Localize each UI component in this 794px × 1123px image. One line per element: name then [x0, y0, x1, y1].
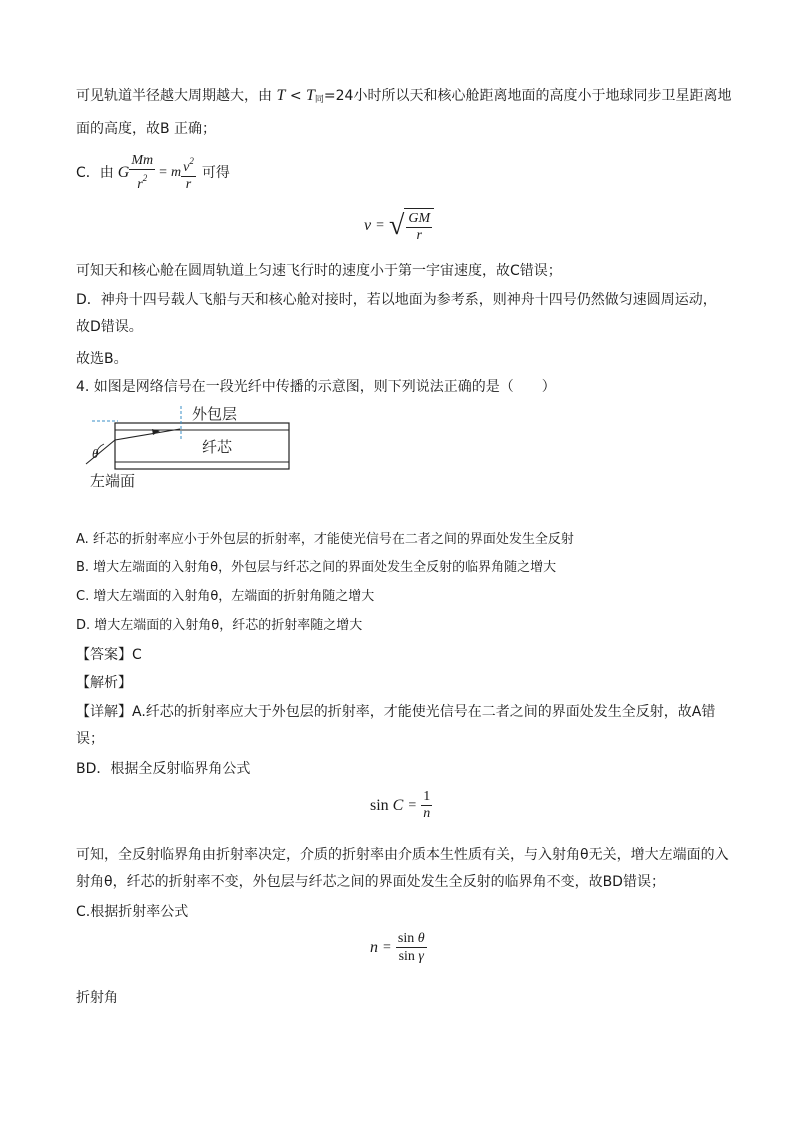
text-line: 故选B。: [76, 351, 128, 367]
math-display: sin C = $\frac{1}{n}$: [370, 789, 431, 821]
text-line: D．神舟十四号载人飞船与天和核心舱对接时，若以地面为参考系，则神舟十四号仍然做匀速圆周运动，: [76, 292, 717, 308]
option-b: B. 增大左端面的入射角θ，外包层与纤芯之间的界面处发生全反射的临界角随之增大: [76, 560, 557, 575]
text-line: 可知天和核心舱在圆周轨道上匀速飞行时的速度小于第一宇宙速度，故C错误；: [76, 263, 562, 279]
answer-label: 【答案】C: [76, 647, 142, 663]
math-inline: $T_同$: [306, 87, 324, 104]
core-label: 纤芯: [202, 438, 233, 456]
text-line: BD．根据全反射临界角公式: [76, 761, 251, 777]
math-inline: m: [171, 165, 182, 180]
option-d: D. 增大左端面的入射角θ，纤芯的折射率随之增大: [76, 618, 363, 633]
text-segment: C．由: [76, 165, 114, 181]
detail-line: 【详解】A.纤芯的折射率应大于外包层的折射率，才能使光信号在二者之间的界面处发生全反射，故A错: [76, 704, 716, 720]
math-inline: T: [276, 87, 286, 104]
math-display: n = $\frac{\text{sin θ}}{\text{sin γ}}$: [370, 931, 425, 964]
theta-label: θ: [92, 446, 99, 461]
analysis-label: 【解析】: [76, 675, 132, 691]
text-line: 故D错误。: [76, 319, 143, 335]
left-face-label: 左端面: [90, 472, 136, 490]
math-fraction: $\frac{Mm}{r^2}$: [131, 153, 154, 192]
text-segment: 可见轨道半径越大周期越大，由: [76, 88, 272, 104]
fiber-diagram: [80, 400, 300, 492]
math-inline: <: [289, 88, 306, 104]
text-segment: 可得: [201, 165, 230, 181]
text-line: 面的高度，故B 正确；: [76, 121, 217, 137]
text-segment: =24小时所以天和核心舱距离地面的高度小于地球同步卫星距离地: [323, 88, 732, 104]
math-fraction: $\frac{v^2}{r}$: [181, 153, 196, 193]
text-line: [76, 86, 731, 109]
math-inline: G: [117, 164, 130, 181]
text-line: 折射角: [76, 990, 118, 1006]
option-a: A. 纤芯的折射率应小于外包层的折射率，才能使光信号在二者之间的界面处发生全反射: [76, 532, 574, 547]
math-display: v = √ $\frac{GM}{r}$: [364, 208, 434, 244]
math-inline: =: [159, 165, 168, 180]
text-line: 可知，全反射临界角由折射率决定，介质的折射率由介质本生性质有关，与入射角θ无关，增大左端面的入: [76, 847, 729, 863]
question-stem: 4. 如图是网络信号在一段光纤中传播的示意图，则下列说法正确的是（ ）: [76, 379, 556, 395]
text-line: C.根据折射率公式: [76, 904, 189, 920]
outer-cladding-label: 外包层: [192, 405, 238, 423]
option-c: C. 增大左端面的入射角θ，左端面的折射角随之增大: [76, 589, 375, 604]
detail-line: 误；: [76, 731, 104, 747]
text-line: 射角θ，纤芯的折射率不变，外包层与纤芯之间的界面处发生全反射的临界角不变，故BD错误；: [76, 874, 665, 890]
text-line: [76, 153, 230, 193]
